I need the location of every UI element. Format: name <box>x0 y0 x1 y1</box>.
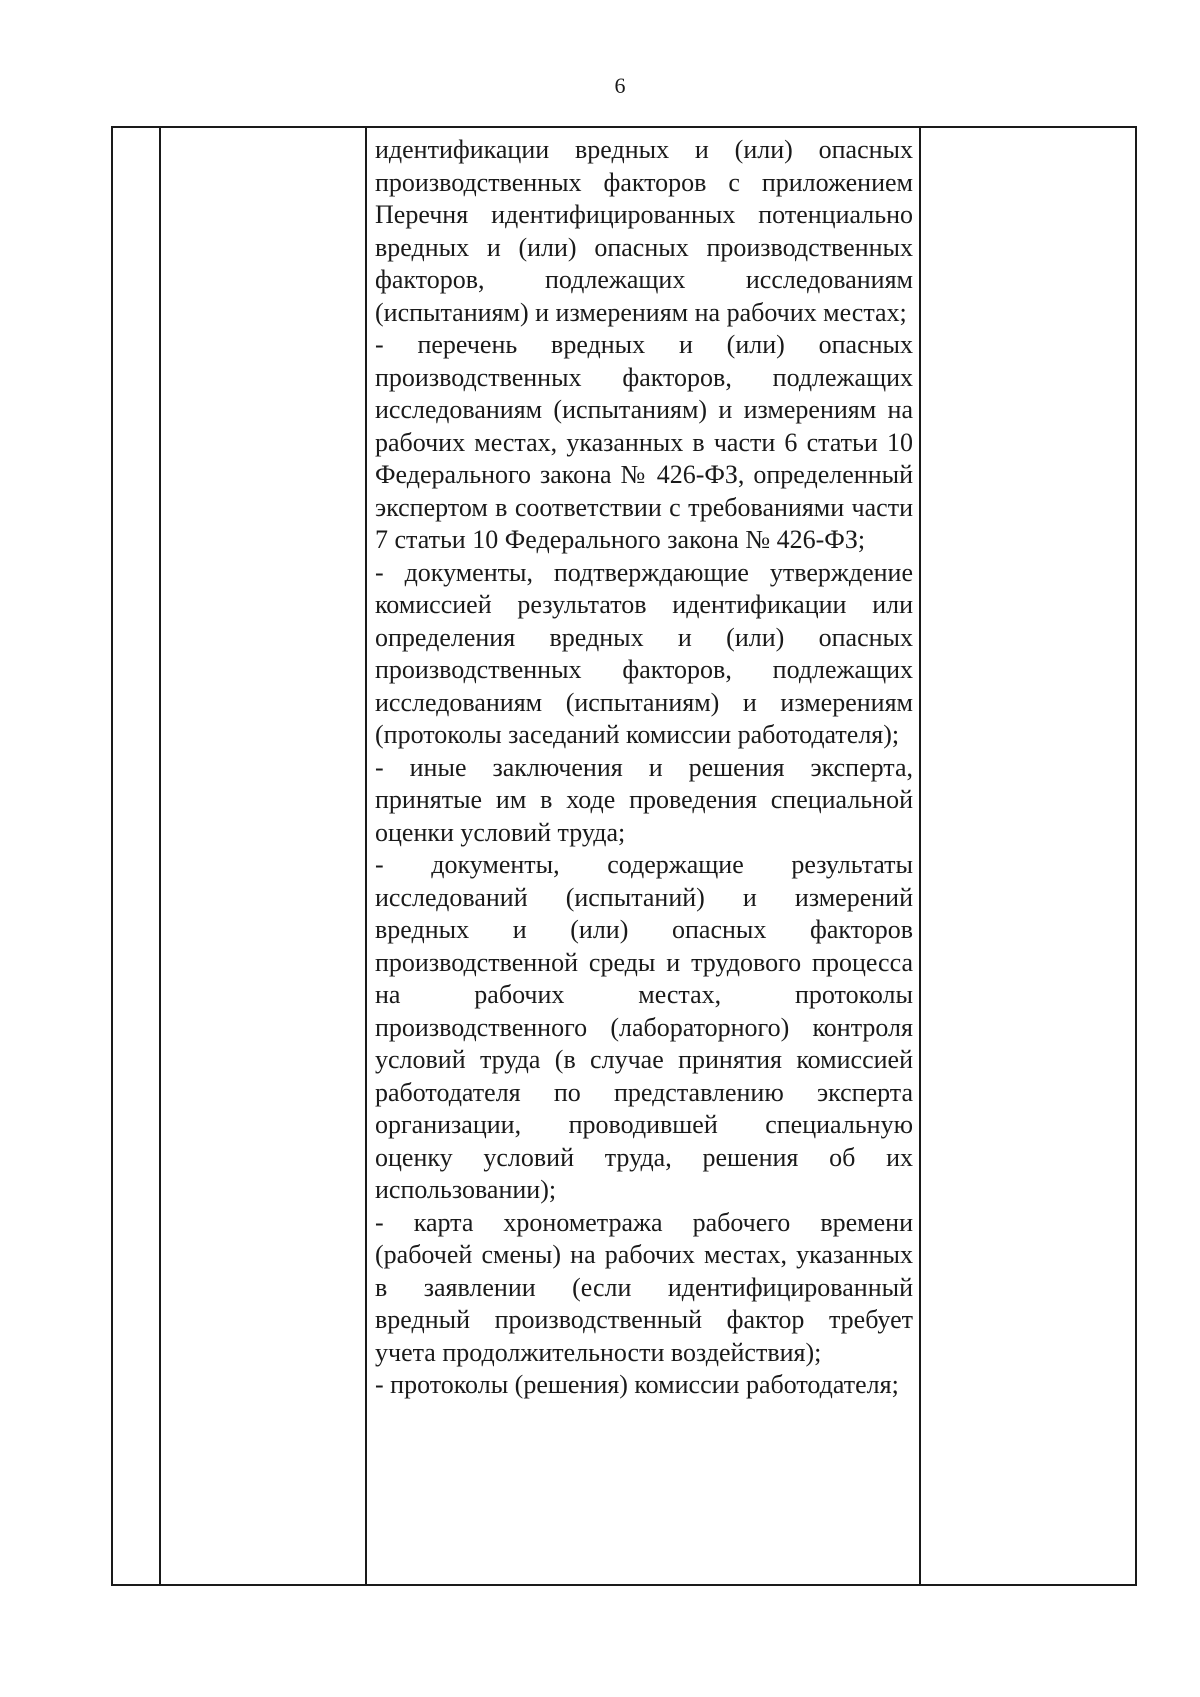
content-paragraph: - протоколы (решения) комиссии работодателя; <box>375 1370 899 1399</box>
content-paragraph: идентификации вредных и (или) опасных производственных факторов с приложением Перечня идентифицированных потенциально вредных и (или) опасных производственных факторов, подлежащих исследованиям (испытаниям) и измерениям на рабочих местах; <box>375 135 913 327</box>
content-paragraph: - иные заключения и решения эксперта, принятые им в ходе проведения специальной оценки условий труда; <box>375 752 913 847</box>
table-cell-notes <box>920 127 1136 1585</box>
content-paragraph: - документы, подтверждающие утверждение комиссией результатов идентификации или определения вредных и (или) опасных производственных факторов, подлежащих исследованиям (испытаниям) и измерениям (протоколы заседаний комиссии работодателя); <box>375 557 913 749</box>
document-table <box>111 126 1137 1586</box>
table-row <box>112 127 1136 1585</box>
table-cell-name <box>160 127 366 1585</box>
content-paragraph: - перечень вредных и (или) опасных производственных факторов, подлежащих исследованиям (испытаниям) и измерениям на рабочих местах, указанных в части 6 статьи 10 Федерального закона № 426-ФЗ, определенный экспертом в соответствии с требованиями части 7 статьи 10 Федерального закона № 426-ФЗ; <box>375 330 913 554</box>
page-number: 6 <box>614 73 626 98</box>
table-cell-number <box>112 127 160 1585</box>
table-cell-content <box>366 127 920 1585</box>
content-paragraph: - карта хронометража рабочего времени (рабочей смены) на рабочих местах, указанных в заявлении (если идентифицированный вредный производственный фактор требует учета продолжительности воздействия); <box>375 1207 913 1367</box>
content-paragraph: - документы, содержащие результаты исследований (испытаний) и измерений вредных и (или) опасных факторов производственной среды и трудового процесса на рабочих местах, протоколы производственного (лабораторного) контроля условий труда (в случае принятия комиссией работодателя по представлению эксперта организации, проводившей специальную оценку условий труда, решения об их использовании); <box>375 850 913 1204</box>
